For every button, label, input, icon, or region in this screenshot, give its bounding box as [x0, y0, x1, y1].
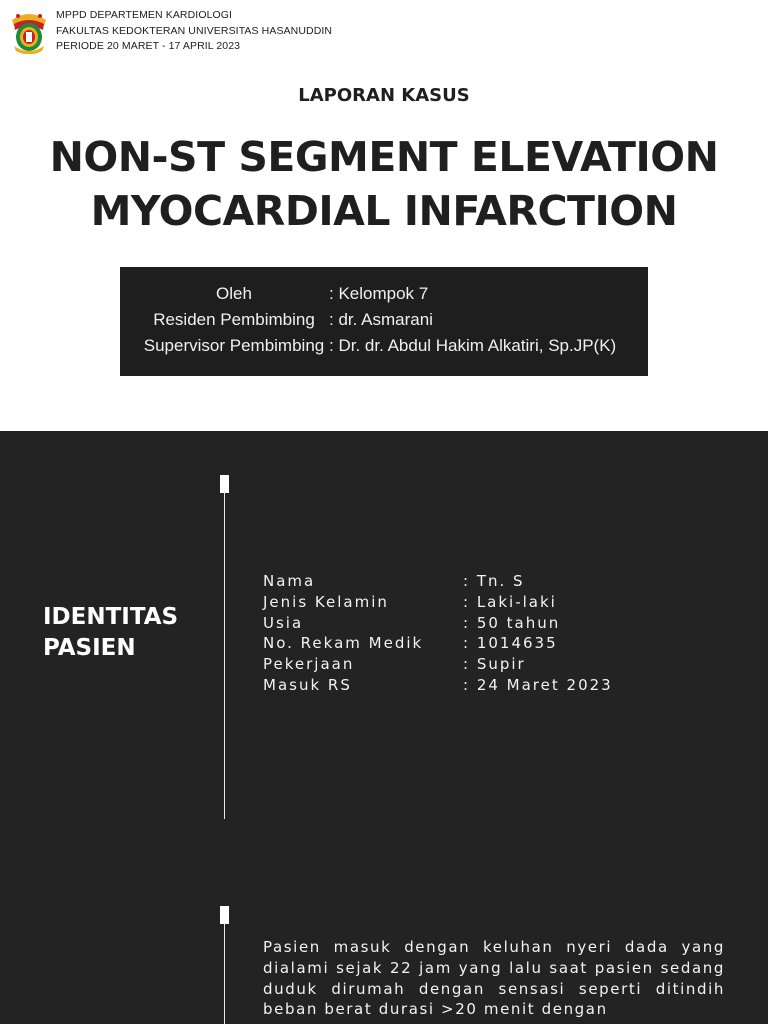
author-row — [120, 336, 648, 362]
identity-section-title — [43, 602, 178, 664]
identity-value: : 50 tahun — [463, 613, 561, 632]
identity-row — [263, 614, 733, 635]
section-title-line-2: PASIEN — [43, 635, 136, 661]
author-row — [120, 284, 648, 310]
author-box — [120, 267, 648, 376]
author-key: Oleh — [216, 284, 252, 303]
header-faculty: FAKULTAS KEDOKTERAN UNIVERSITAS HASANUDDIN — [56, 24, 333, 37]
identity-label: Pekerjaan — [263, 655, 355, 674]
identity-row — [263, 572, 733, 593]
identity-table — [263, 572, 733, 697]
identity-value: : Laki-laki — [463, 592, 557, 611]
identity-value: : Tn. S — [463, 572, 525, 590]
author-value: : Dr. dr. Abdul Hakim Alkatiri, Sp.JP(K) — [329, 336, 617, 355]
history-paragraph: Pasien masuk dengan keluhan nyeri dada yang dialami sejak 22 jam yang lalu saat pasien sedang duduk dirumah dengan sensasi seperti ditindih beban berat durasi >20 menit dengan — [263, 938, 725, 1019]
timeline-line — [224, 491, 225, 819]
author-key: Supervisor Pembimbing — [143, 336, 325, 355]
identity-label: Jenis Kelamin — [263, 592, 389, 611]
author-value: : Kelompok 7 — [329, 284, 429, 303]
report-subtitle: LAPORAN KASUS — [298, 85, 470, 106]
identity-row — [263, 634, 733, 655]
patient-section — [0, 431, 768, 1024]
report-title — [0, 130, 768, 238]
identity-label: No. Rekam Medik — [263, 634, 424, 653]
header-text — [56, 8, 332, 55]
identity-label: Masuk RS — [263, 675, 352, 694]
timeline-line — [224, 923, 225, 1024]
header-period: PERIODE 20 MARET - 17 APRIL 2023 — [56, 40, 241, 52]
identity-row — [263, 655, 733, 676]
identity-value: : 1014635 — [463, 634, 558, 653]
title-line-2: MYOCARDIAL INFARCTION — [90, 187, 678, 235]
author-row — [120, 310, 648, 336]
identity-label: Usia — [263, 613, 304, 632]
author-key: Residen Pembimbing — [153, 310, 315, 329]
identity-row — [263, 593, 733, 614]
timeline-marker — [220, 906, 229, 924]
identity-label: Nama — [263, 572, 316, 590]
identity-value: : Supir — [463, 655, 526, 674]
title-line-1: NON-ST SEGMENT ELEVATION — [49, 133, 719, 181]
header-department: MPPD DEPARTEMEN KARDIOLOGI — [56, 9, 233, 21]
page-header — [8, 6, 332, 55]
section-title-line-1: IDENTITAS — [43, 604, 179, 630]
university-emblem-icon — [8, 6, 50, 54]
identity-value: : 24 Maret 2023 — [463, 675, 613, 694]
author-value: : dr. Asmarani — [329, 310, 433, 329]
identity-row — [263, 676, 733, 697]
